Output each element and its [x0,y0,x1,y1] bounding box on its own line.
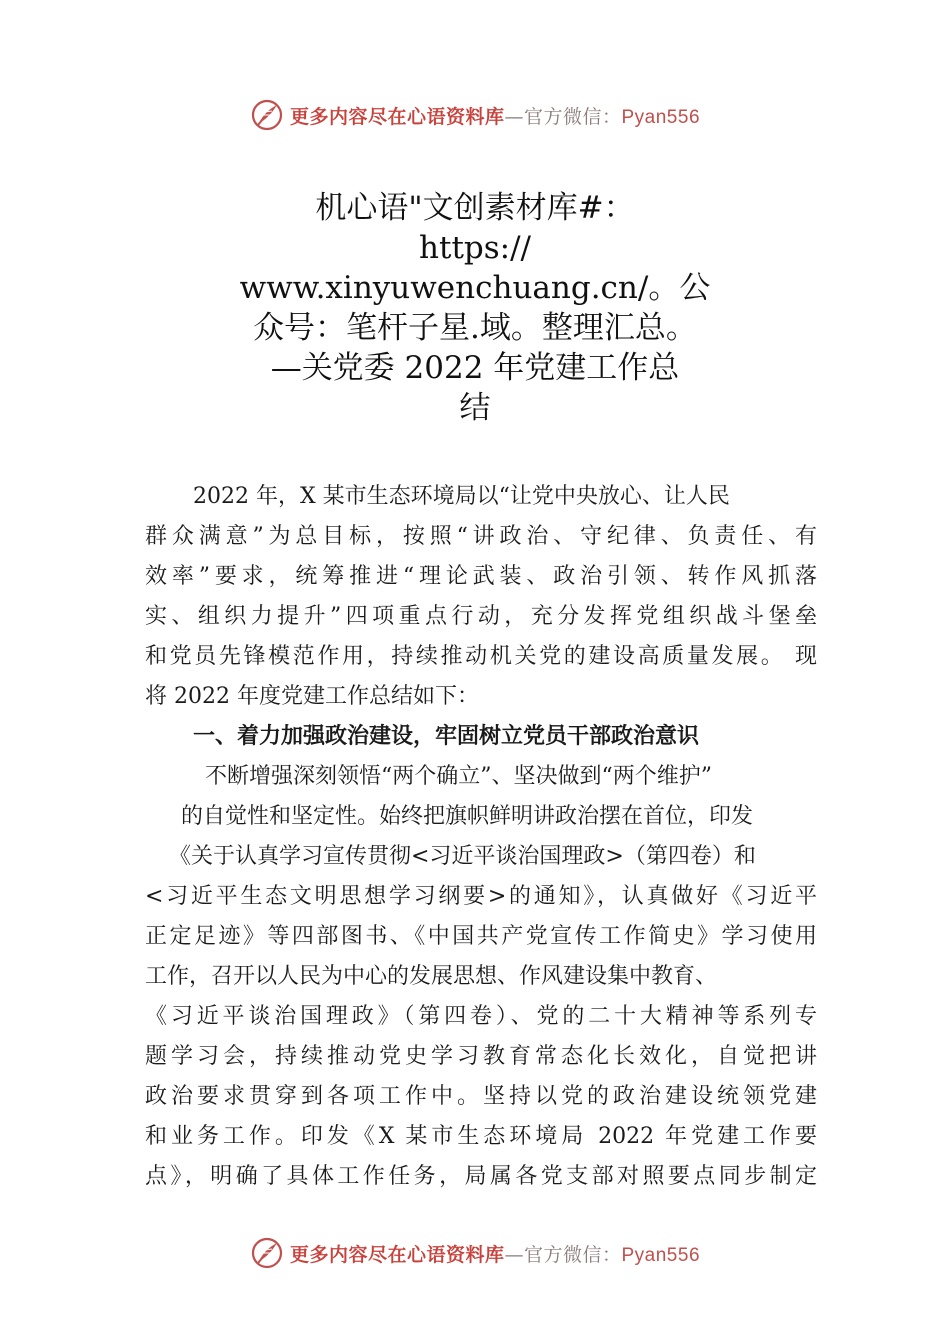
watermark-banner-top [0,95,950,135]
document-body [145,477,817,1197]
text-line: 《关于认真学习宣传贯彻<习近平谈治国理政>（第四卷）和 [169,844,756,869]
watermark-dash: — [504,1243,524,1266]
feather-pen-logo-icon [250,98,284,132]
watermark-wechat-label: 官方微信： [523,105,622,128]
watermark-text [290,102,700,129]
paragraph-intro [145,477,817,717]
title-line: www.xinyuwenchuang.cn/。公 [239,270,711,306]
text-line: 不断增强深刻领悟“两个确立”、坚决做到“两个维护” [205,764,712,789]
watermark-banner-bottom [0,1233,950,1273]
text-line: 和业务工作。印发《X 某市生态环境局 2022 年党建工作要 [145,1124,817,1149]
title-line: https:// [419,230,531,266]
text-line: 2022 年，X 某市生态环境局以“让党中央放心、让人民 [193,484,730,509]
watermark-wechat-id: Pyan556 [621,1244,701,1266]
text-line: 政治要求贯穿到各项工作中。坚持以党的政治建设统领党建 [145,1084,817,1109]
title-line: 结 [459,390,491,426]
text-line: 实、组织力提升”四项重点行动，充分发挥党组织战斗堡垒 [145,604,817,629]
watermark-wechat-label: 官方微信： [523,1243,622,1266]
text-line: 群众满意”为总目标，按照“讲政治、守纪律、负责任、有 [145,524,817,549]
text-line: 效率”要求，统筹推进“理论武装、政治引领、转作风抓落 [145,564,817,589]
text-line: 和党员先锋模范作用，持续推动机关党的建设高质量发展。 现 [145,644,817,669]
watermark-brand: 更多内容尽在心语资料库 [289,105,505,128]
text-line: 工作，召开以人民为中心的发展思想、作风建设集中教育、 [145,964,718,989]
paragraph-section1 [145,757,817,1197]
section-heading: 一、着力加强政治建设，牢固树立党员干部政治意识 [193,724,700,749]
watermark-brand: 更多内容尽在心语资料库 [289,1243,505,1266]
title-line: 机心语"文创素材库#： [315,190,635,226]
text-line: 《习近平谈治国理政》（第四卷）、党的二十大精神等系列专 [145,1004,817,1029]
text-line: 题学习会，持续推动党史学习教育常态化长效化，自觉把讲 [145,1044,817,1069]
text-line: 正定足迹》等四部图书、《中国共产党宣传工作简史》学习使用 [145,924,817,949]
watermark-dash: — [504,105,524,128]
title-line: —关党委 2022 年党建工作总 [270,350,680,386]
feather-pen-logo-icon [250,1236,284,1270]
watermark-wechat-id: Pyan556 [621,106,701,128]
text-line: <习近平生态文明思想学习纲要>的通知》，认真做好《习近平 [145,884,817,909]
watermark-text [290,1240,700,1267]
document-title [215,188,735,428]
text-line: 的自觉性和坚定性。始终把旗帜鲜明讲政治摆在首位，印发 [181,804,754,829]
text-line: 将 2022 年度党建工作总结如下： [145,684,479,709]
text-line: 点》，明确了具体工作任务，局属各党支部对照要点同步制定 [145,1164,817,1189]
title-line: 众号：笔杆子星.域。整理汇总。 [253,310,697,346]
